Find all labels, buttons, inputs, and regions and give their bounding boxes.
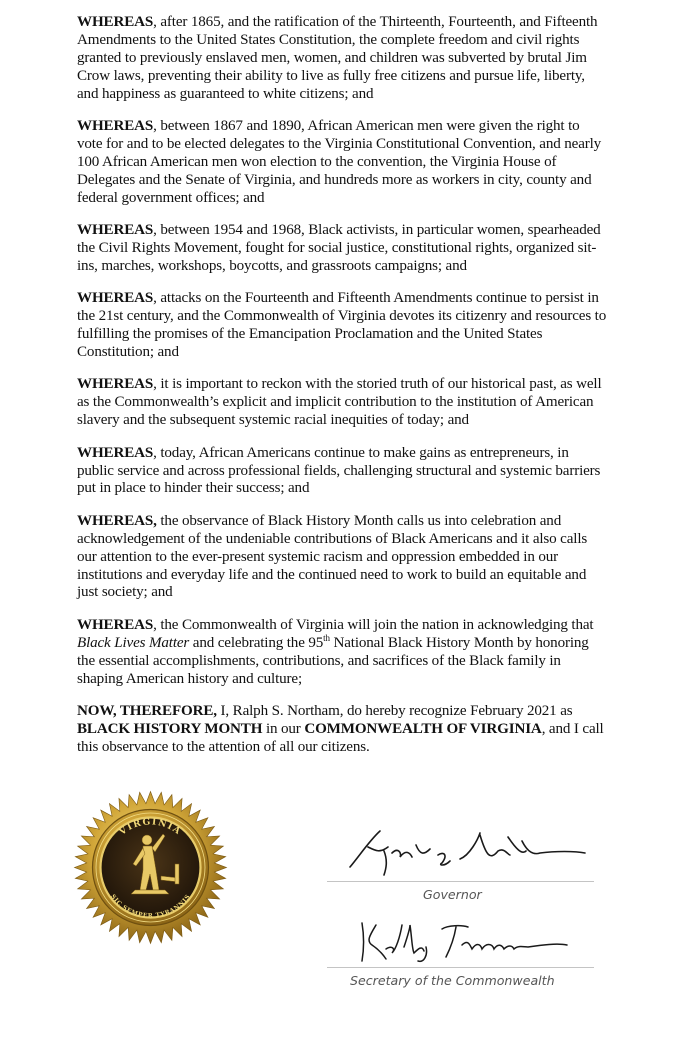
- whereas-lead: WHEREAS: [77, 222, 154, 239]
- secretary-signature-line: [327, 967, 594, 968]
- ordinal-suffix: th: [323, 632, 330, 643]
- whereas-lead: WHEREAS: [77, 444, 154, 461]
- bold-phrase: COMMONWEALTH OF VIRGINIA: [304, 720, 542, 737]
- whereas-paragraph-4: [77, 290, 607, 362]
- whereas-lead: WHEREAS,: [77, 512, 157, 529]
- paragraph-text: , attacks on the Fourteenth and Fifteenth Amendments continue to persist in the 21st century, and the Commonwealth of Virginia devotes its citizenry and resources to fulfilling the promises of the Emancipation Proclamation and the United States Constitution; and: [77, 290, 607, 360]
- paragraph-text: , the Commonwealth of Virginia will join the nation in acknowledging that: [153, 616, 594, 633]
- whereas-paragraph-8: [77, 617, 607, 689]
- whereas-paragraph-1: [77, 14, 607, 104]
- whereas-paragraph-2: [77, 118, 607, 208]
- whereas-paragraph-6: [77, 445, 607, 499]
- now-therefore-paragraph: [77, 703, 607, 757]
- whereas-lead: WHEREAS: [77, 290, 154, 307]
- whereas-paragraph-5: [77, 376, 607, 430]
- secretary-signature: [352, 915, 572, 965]
- italic-phrase: Black Lives Matter: [77, 634, 190, 651]
- governor-signature-line: [327, 881, 594, 882]
- paragraph-text: and celebrating the 95: [189, 634, 324, 651]
- paragraph-text: , between 1867 and 1890, African American men were given the right to vote for and to be elected delegates to the Virginia Constitutional Convention, and nearly 100 African American men won election to the convention, the Virginia House of Delegates and the Senate of Virginia, and hundreds more as workers in city, county and federal government offices; and: [77, 118, 602, 206]
- governor-title: Governor: [423, 887, 482, 902]
- whereas-lead: WHEREAS: [77, 118, 154, 135]
- paragraph-text: , between 1954 and 1968, Black activists, in particular women, spearheaded the Civil Rights Movement, fought for social justice, constitutional rights, organized sit-ins, marches, workshops, boycotts, and grassroots campaigns; and: [77, 222, 601, 274]
- whereas-lead: WHEREAS: [77, 616, 154, 633]
- virginia-seal-icon: [73, 790, 228, 945]
- seal-top-text: VIRGINIA: [117, 817, 184, 838]
- paragraph-text: , and I call this observance to the attention of all our citizens.: [77, 720, 604, 755]
- now-therefore-lead: NOW, THEREFORE,: [77, 703, 217, 719]
- paragraph-text: , today, African Americans continue to make gains as entrepreneurs, in public service and across professional fields, challenging structural and systemic barriers put in place to hinder their success; and: [77, 444, 601, 497]
- paragraph-text: I, Ralph S. Northam, do hereby recognize February 2021 as: [216, 703, 573, 719]
- bold-phrase: BLACK HISTORY MONTH: [77, 720, 263, 737]
- whereas-lead: WHEREAS: [77, 14, 154, 30]
- paragraph-text: , it is important to reckon with the storied truth of our historical past, as well as the Commonwealth’s explicit and implicit contribution to the institution of American slavery and the subsequent systemic racial inequities of today; and: [77, 376, 602, 429]
- whereas-lead: WHEREAS: [77, 376, 154, 393]
- secretary-title: Secretary of the Commonwealth: [350, 973, 555, 988]
- whereas-paragraph-7: [77, 513, 607, 603]
- proclamation-body: [77, 14, 607, 771]
- paragraph-text: , after 1865, and the ratification of the Thirteenth, Fourteenth, and Fifteenth Amendments to the United States Constitution, the complete freedom and civil rights granted to previously enslaved men, women, and children was subverted by brutal Jim Crow laws, preventing their ability to live as fully free citizens and pursue life, liberty, and happiness as guaranteed to white citizens; and: [77, 14, 598, 102]
- paragraph-text: National Black History Month by honoring the essential accomplishments, contributions, and sacrifices of the Black family in shaping American history and culture;: [77, 634, 589, 687]
- governor-signature: [340, 825, 590, 880]
- paragraph-text: in our: [262, 720, 305, 737]
- seal-motto-text: SIC SEMPER TYRANNIS: [109, 893, 192, 920]
- paragraph-text: the observance of Black History Month calls us into celebration and acknowledgement of the undeniable contributions of Black Americans and it also calls our attention to the ever-present systemic racism and oppression embedded in our institutions and everyday life and the continued need to work to build an equitable and just society; and: [77, 512, 588, 601]
- whereas-paragraph-3: [77, 222, 607, 276]
